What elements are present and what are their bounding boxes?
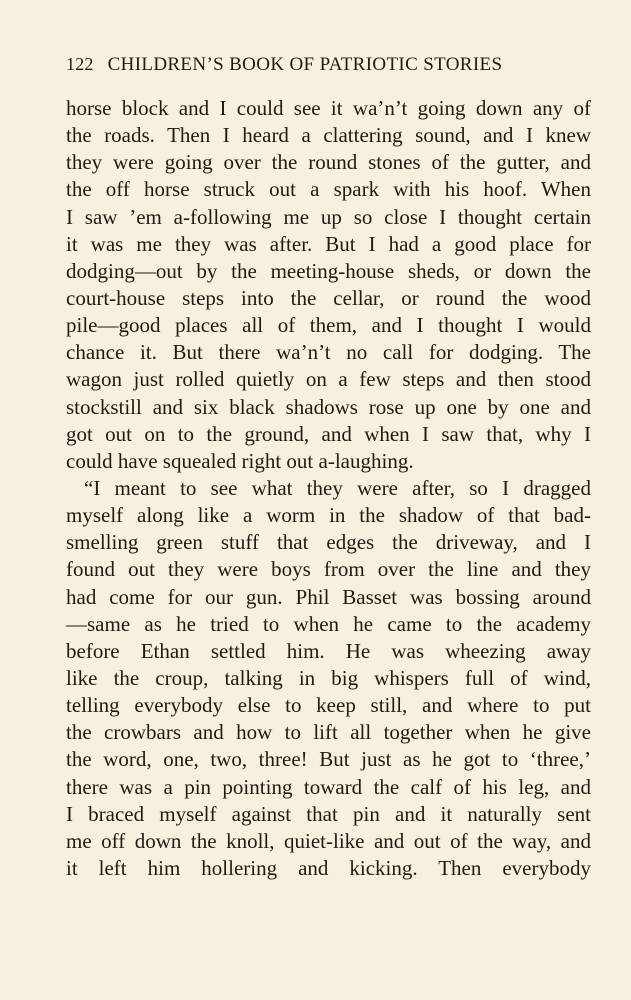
text-line: I braced myself against that pin and it naturally sent — [66, 801, 591, 826]
body-text — [66, 95, 591, 882]
text-line: it was me they was after. But I had a good place for — [66, 231, 591, 256]
text-line: horse block and I could see it wa’n’t going down any of — [66, 96, 591, 120]
text-line: had come for our gun. Phil Basset was bossing around — [66, 584, 591, 609]
text-line: stockstill and six black shadows rose up one by one and — [66, 394, 591, 419]
page-number: 122 — [66, 54, 94, 74]
text-line: pile—good places all of them, and I thought I would — [66, 313, 591, 338]
text-line: wagon just rolled quietly on a few steps and then stood — [66, 367, 591, 392]
page-header — [66, 54, 591, 80]
text-line: telling everybody else to keep still, and where to put — [66, 693, 591, 718]
text-line: me off down the knoll, quiet-like and out of the way, and — [66, 828, 591, 853]
text-line: chance it. But there wa’n’t no call for dodging. The — [66, 340, 591, 365]
text-line: the roads. Then I heard a clattering sound, and I knew — [66, 123, 591, 148]
text-line: the crowbars and how to lift all together when he give — [66, 720, 591, 745]
text-line: it left him hollering and kicking. Then everybody — [66, 855, 591, 880]
text-line: “I meant to see what they were after, so I dragged — [84, 475, 591, 500]
text-line: the word, one, two, three! But just as he got to ‘three,’ — [66, 747, 591, 772]
text-line: there was a pin pointing toward the calf of his leg, and — [66, 774, 591, 799]
text-line: myself along like a worm in the shadow of that bad- — [66, 503, 591, 528]
text-line: I saw ’em a-following me up so close I thought certain — [66, 204, 591, 229]
text-line: they were going over the round stones of the gutter, and — [66, 150, 591, 175]
text-line: before Ethan settled him. He was wheezing away — [66, 638, 591, 663]
text-line: got out on to the ground, and when I saw that, why I — [66, 421, 591, 446]
running-head: CHILDREN’S BOOK OF PATRIOTIC STORIES — [107, 54, 503, 75]
text-line: smelling green stuff that edges the driveway, and I — [66, 530, 591, 555]
text-line: could have squealed right out a-laughing. — [66, 448, 414, 473]
text-line: —same as he tried to when he came to the academy — [66, 611, 591, 636]
text-line: dodging—out by the meeting-house sheds, or down the — [66, 258, 591, 283]
text-line: like the croup, talking in big whispers full of wind, — [66, 665, 591, 690]
text-line: found out they were boys from over the line and they — [66, 557, 591, 582]
text-line: the off horse struck out a spark with his hoof. When — [66, 177, 591, 202]
text-line: court-house steps into the cellar, or round the wood — [66, 285, 591, 310]
